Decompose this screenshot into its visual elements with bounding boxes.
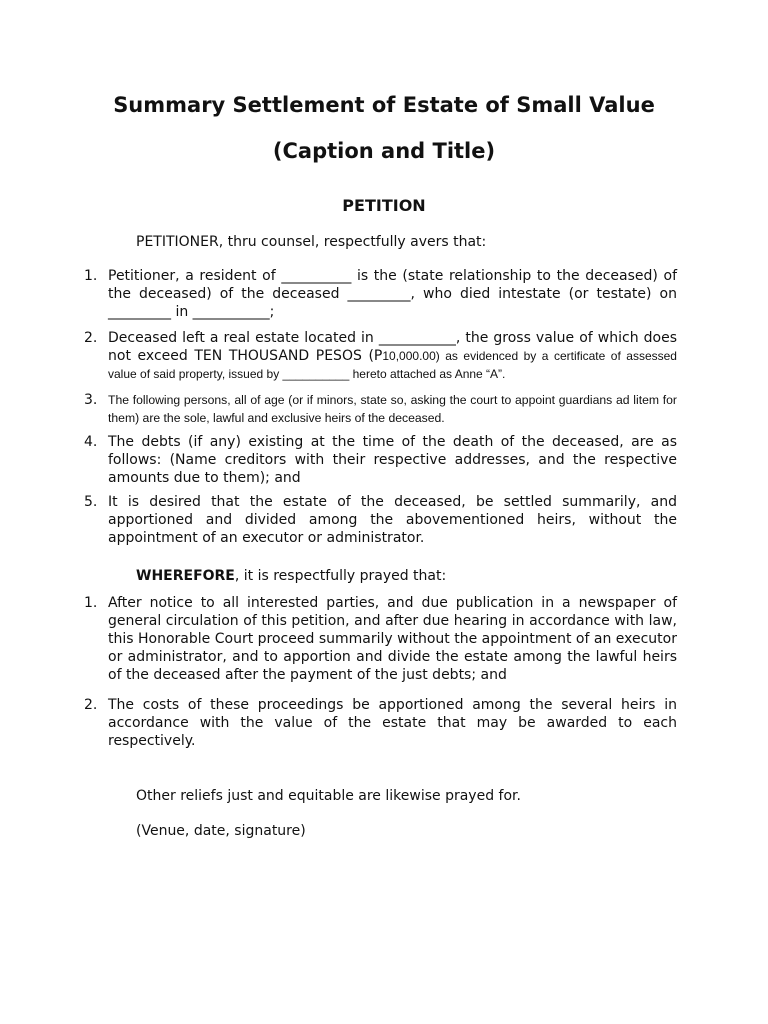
item-text: Petitioner, a resident of __________ is the (state relationship to the deceased) of the deceased) of the deceased _________, who died intestate (or testate) on _________ in ___________; — [108, 268, 677, 320]
document-title: Summary Settlement of Estate of Small Value — [113, 93, 655, 117]
item-text: Deceased left a real estate located in ___________, the gross value of which does not exceed TEN THOUSAND PESOS ( — [108, 330, 677, 364]
item-number: 1. — [84, 268, 98, 284]
list-item — [84, 391, 677, 427]
item-text: The debts (if any) existing at the time of the death of the deceased, are as follows: (Name creditors with their respective addresses, and the respective amounts due to them); and — [108, 434, 677, 486]
petition-heading: PETITION — [342, 196, 426, 215]
item-text-small: 10,000.00) as evidenced by a certificate of assessed value of said property, issued by __________ hereto attached as Anne “A”. — [108, 349, 677, 381]
venue-signature-line: (Venue, date, signature) — [136, 823, 306, 839]
item-number: 2. — [84, 697, 98, 713]
item-text: The costs of these proceedings be apportioned among the several heirs in accordance with the value of the estate that may be awarded to each respectively. — [108, 697, 677, 749]
item-text: The following persons, all of age (or if minors, state so, asking the court to appoint guardians ad litem for them) are the sole, lawful and exclusive heirs of the deceased. — [108, 393, 677, 425]
item-number: 5. — [84, 494, 98, 510]
wherefore-keyword: WHEREFORE — [136, 568, 235, 584]
other-reliefs-paragraph: Other reliefs just and equitable are likewise prayed for. — [136, 788, 521, 804]
item-number: 4. — [84, 434, 98, 450]
averments-list — [84, 267, 677, 547]
item-number: 3. — [84, 392, 98, 408]
prayers-list — [84, 594, 677, 750]
list-item — [84, 267, 677, 321]
item-number: 1. — [84, 595, 98, 611]
list-item — [84, 594, 677, 684]
item-text: It is desired that the estate of the deceased, be settled summarily, and apportioned and divided among the abovementioned heirs, without the appointment of an executor or administrator. — [108, 494, 677, 546]
list-item — [84, 329, 677, 383]
list-item — [84, 696, 677, 750]
peso-sign: P — [373, 348, 383, 364]
caption-subtitle: (Caption and Title) — [272, 139, 496, 163]
item-text: After notice to all interested parties, and due publication in a newspaper of general circulation of this petition, and after due hearing in accordance with law, this Honorable Court proceed summarily without the appointment of an executor or administrator, and to apportion and divide the estate among the lawful heirs of the deceased after the payment of the just debts; and — [108, 595, 677, 683]
wherefore-text: , it is respectfully prayed that: — [234, 568, 447, 584]
list-item — [84, 493, 677, 547]
list-item — [84, 433, 677, 487]
item-number: 2. — [84, 330, 98, 346]
intro-paragraph: PETITIONER, thru counsel, respectfully avers that: — [136, 234, 487, 250]
wherefore-paragraph — [136, 567, 446, 585]
